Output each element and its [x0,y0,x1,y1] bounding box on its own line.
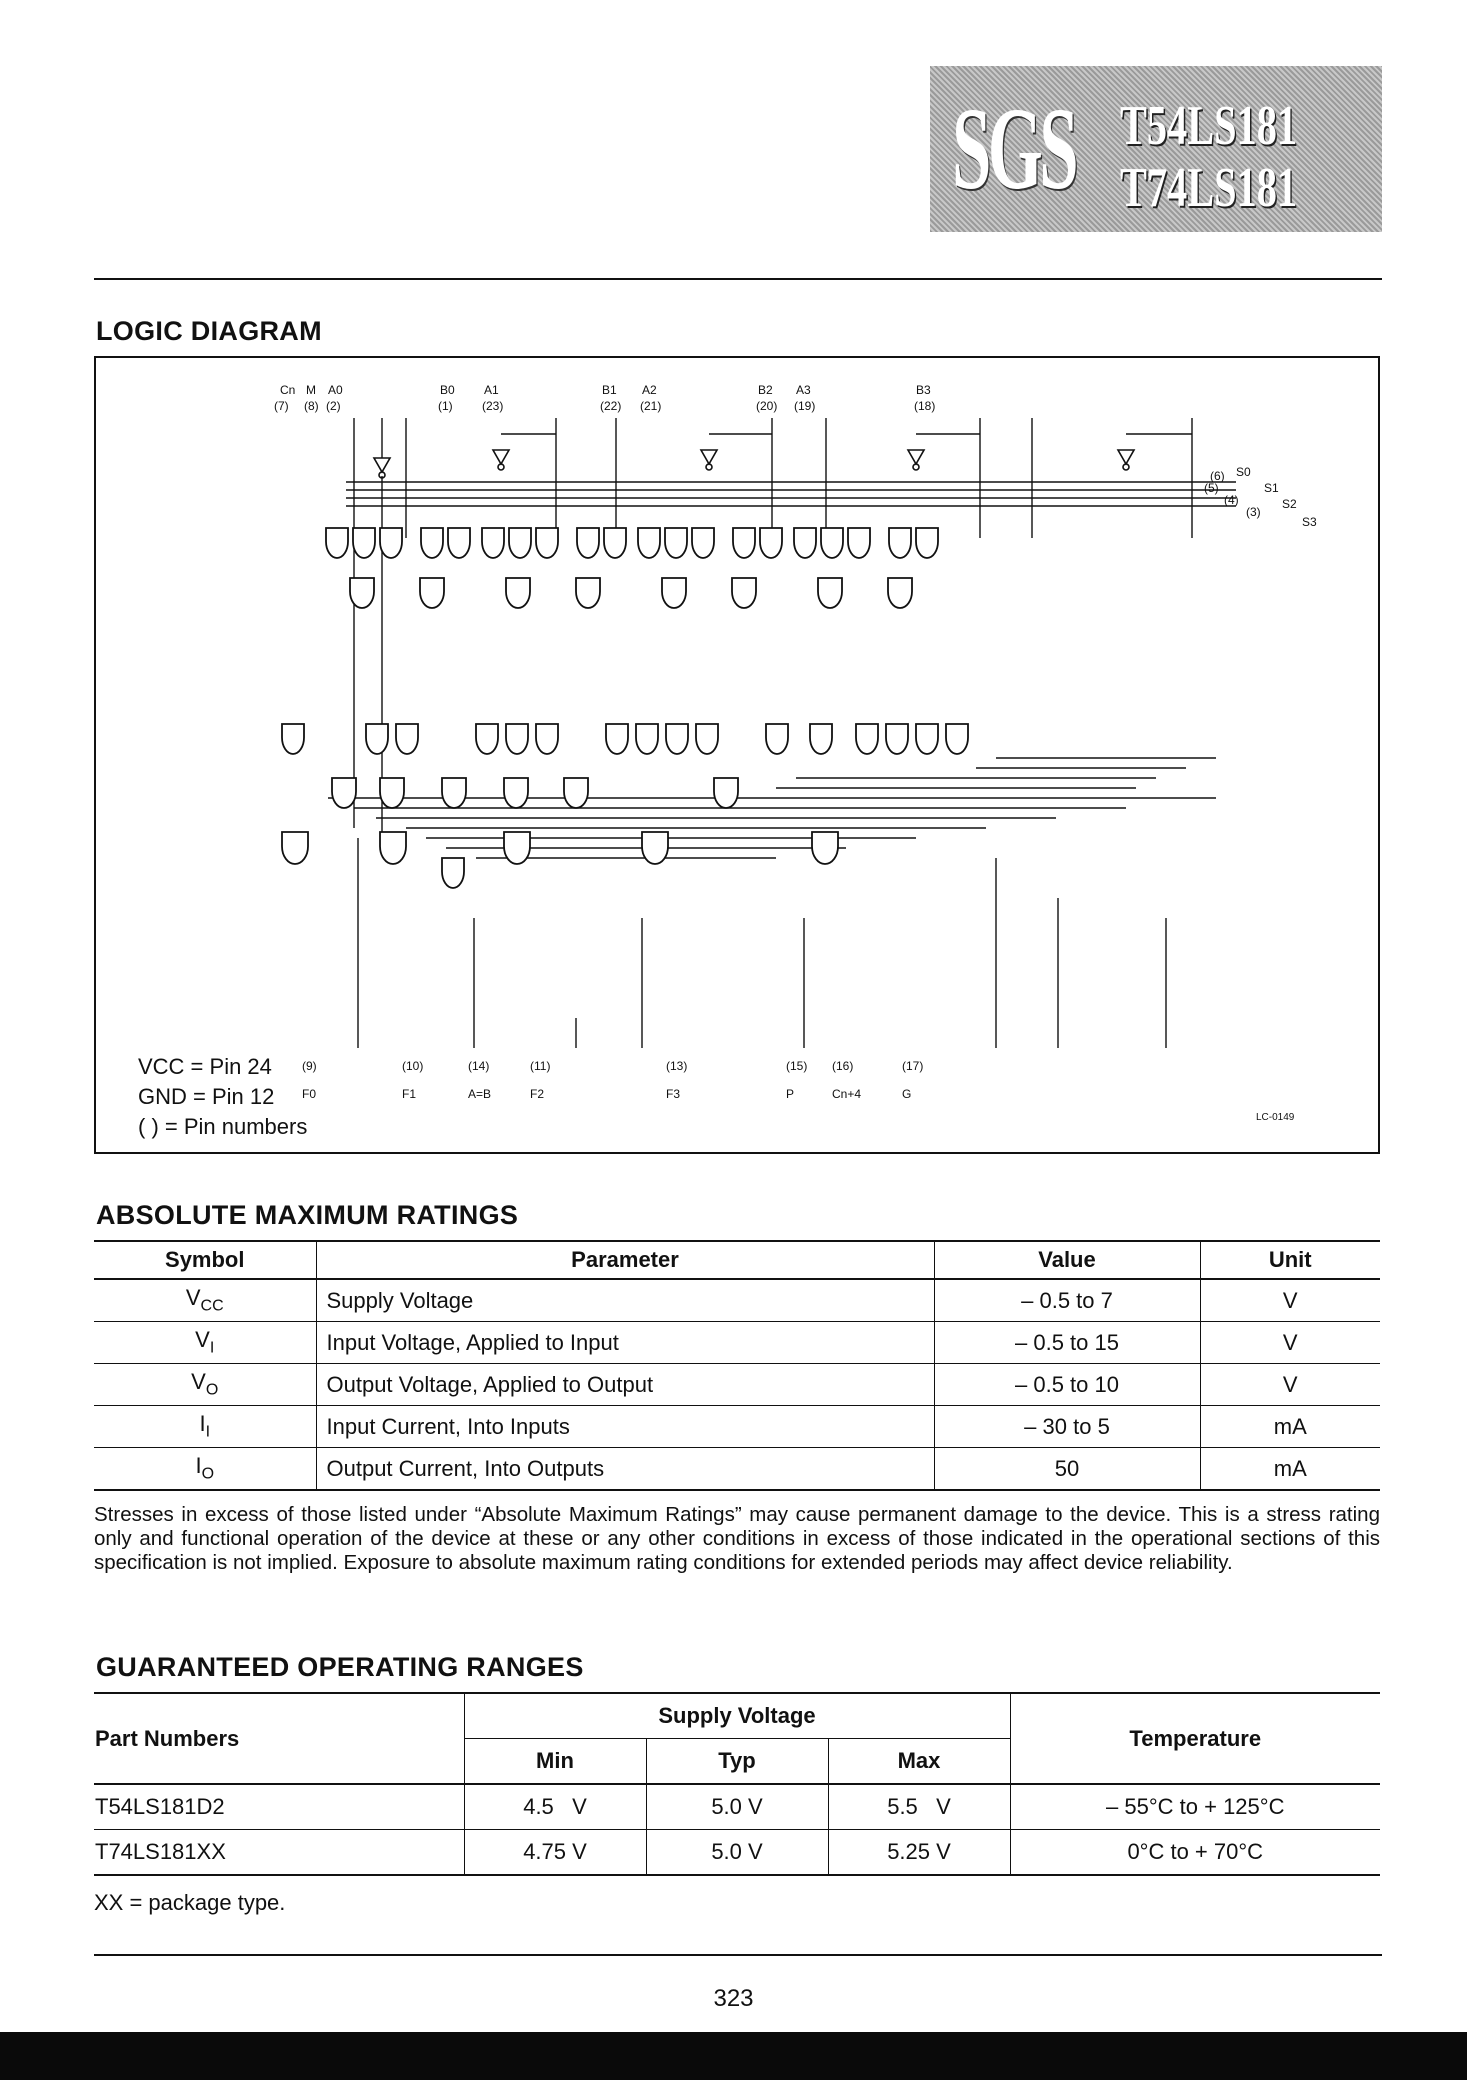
amr-parameter: Input Current, Into Inputs [316,1406,934,1448]
and-gate [638,528,660,558]
diagram-input-pin: (22) [600,399,622,413]
amr-symbol [94,1364,316,1406]
gor-col-typ: Typ [646,1739,828,1785]
and-gate [606,724,628,754]
and-gate [794,528,816,558]
and-gate [692,528,714,558]
diagram-input-label: B1 [602,383,617,397]
sgs-logo: SGS [952,83,1076,214]
diagram-output-pin: (17) [902,1059,924,1073]
and-gate [282,724,304,754]
diagram-input-pin: (19) [794,399,816,413]
and-gate [442,858,464,888]
and-gate [326,528,348,558]
table-row [94,1322,1380,1364]
gor-temp: 0°C to + 70°C [1010,1830,1380,1876]
diagram-output-pin: (15) [786,1059,808,1073]
part-number-t74: T74LS181 [1120,157,1298,219]
and-gate [760,528,782,558]
and-gate [733,528,755,558]
amr-value: – 0.5 to 15 [934,1322,1200,1364]
and-gate [889,528,911,558]
nor-gate [714,778,738,808]
diagram-output-label: G [902,1087,912,1101]
scan-bottom-bar [0,2032,1467,2080]
diagram-input-label: A2 [642,383,657,397]
select-name-s0: S0 [1236,465,1251,479]
amr-symbol-sub: O [201,1465,215,1483]
amr-parameter: Supply Voltage [316,1279,934,1322]
diagram-input-label: B3 [916,383,931,397]
logic-diagram-frame [94,356,1380,1154]
legend-pin-numbers: ( ) = Pin numbers [138,1114,308,1139]
amr-parameter: Input Voltage, Applied to Input [316,1322,934,1364]
gor-heading: GUARANTEED OPERATING RANGES [96,1652,584,1682]
amr-heading: ABSOLUTE MAXIMUM RATINGS [96,1200,519,1230]
and-gate [946,724,968,754]
gor-col-max: Max [828,1739,1010,1785]
select-name-s3: S3 [1302,515,1317,529]
gor-temp: – 55°C to + 125°C [1010,1784,1380,1830]
nor-gate [564,778,588,808]
gor-part: T54LS181D2 [95,1794,225,1819]
diagram-input-pin: (18) [914,399,936,413]
gor-col-temp: Temperature [1010,1693,1380,1784]
diagram-input-label: Cn [280,383,296,397]
select-pin-s2: (4) [1224,493,1239,507]
amr-symbol-sub: O [205,1381,219,1399]
legend-gnd: GND = Pin 12 [138,1084,275,1109]
nor-gate [818,578,842,608]
and-gate [821,528,843,558]
diagram-legend [138,1052,307,1142]
diagram-input-label: M [306,383,316,397]
xor-gate [282,832,308,864]
and-gate [636,724,658,754]
logic-diagram [96,358,1378,1152]
table-row [94,1406,1380,1448]
select-pin-s1: (5) [1204,481,1219,495]
diagram-input-label: B0 [440,383,455,397]
nor-gate [504,778,528,808]
nor-gate [576,578,600,608]
nor-gate [420,578,444,608]
and-gate [366,724,388,754]
and-gate [604,528,626,558]
amr-symbol [94,1322,316,1364]
amr-symbol-base: I [195,1453,202,1479]
and-gate [421,528,443,558]
and-gate [509,528,531,558]
package-footnote: XX = package type. [94,1890,286,1915]
diagram-output-pin: (13) [666,1059,688,1073]
nor-gate [350,578,374,608]
diagram-input-label: B2 [758,383,773,397]
gor-max: 5.5 V [828,1784,1010,1830]
amr-symbol-sub: I [209,1339,215,1357]
amr-col-symbol: Symbol [94,1241,316,1279]
xor-gate [504,832,530,864]
diagram-input-label: A3 [796,383,811,397]
select-name-s2: S2 [1282,497,1297,511]
diagram-input-pin: (7) [274,399,289,413]
figure-code: LC-0149 [1256,1112,1295,1123]
diagram-output-label: F0 [302,1087,317,1101]
amr-symbol-sub: CC [200,1297,224,1315]
gor-header-row-1 [94,1693,1380,1739]
nor-gate [332,778,356,808]
nor-gate [732,578,756,608]
gor-part: T74LS181XX [95,1839,226,1864]
diagram-output-pin: (11) [530,1059,551,1073]
amr-unit: V [1200,1322,1380,1364]
amr-symbol-base: I [199,1411,206,1437]
amr-symbol-base: V [185,1285,201,1311]
amr-col-value: Value [934,1241,1200,1279]
amr-header-row [94,1241,1380,1279]
amr-symbol [94,1406,316,1448]
logic-diagram-heading: LOGIC DIAGRAM [96,316,322,346]
diagram-output-pin: (16) [832,1059,854,1073]
and-gate [396,724,418,754]
table-row [94,1279,1380,1322]
gor-min: 4.75 V [464,1830,646,1876]
footer-rule [94,1954,1382,1956]
amr-symbol-base: V [195,1327,210,1353]
gor-table [94,1692,1380,1876]
page-number: 323 [713,1985,754,2012]
gor-max: 5.25 V [828,1830,1010,1876]
nor-gate [442,778,466,808]
nor-gate [506,578,530,608]
gor-col-part: Part Numbers [94,1693,464,1784]
diagram-output-label: Cn+4 [832,1087,862,1101]
diagram-input-pin: (8) [304,399,319,413]
header-rule [94,278,1382,280]
amr-col-unit: Unit [1200,1241,1380,1279]
and-gate [665,528,687,558]
gor-min: 4.5 V [464,1784,646,1830]
amr-value: – 0.5 to 7 [934,1279,1200,1322]
and-gate [536,528,558,558]
diagram-input-pin: (20) [756,399,778,413]
and-gate [810,724,832,754]
and-gate [666,724,688,754]
amr-value: – 30 to 5 [934,1406,1200,1448]
gor-col-supply: Supply Voltage [464,1693,1010,1739]
diagram-output-pin: (10) [402,1059,424,1073]
select-pin-s0: (6) [1210,469,1225,483]
xor-gate [642,832,668,864]
nor-gate [888,578,912,608]
gor-typ: 5.0 V [646,1830,828,1876]
and-gate [766,724,788,754]
nor-gate [380,778,404,808]
amr-value: – 0.5 to 10 [934,1364,1200,1406]
and-gate [476,724,498,754]
and-gate [380,528,402,558]
amr-unit: V [1200,1279,1380,1322]
amr-value: 50 [934,1448,1200,1491]
diagram-input-pin: (21) [640,399,662,413]
legend-vcc: VCC = Pin 24 [138,1054,272,1079]
amr-col-parameter: Parameter [316,1241,934,1279]
and-gate [696,724,718,754]
diagram-output-label: P [786,1087,795,1101]
diagram-input-label: A1 [484,383,499,397]
and-gate [916,528,938,558]
and-gate [577,528,599,558]
amr-note: Stresses in excess of those listed under “Absolute Maximum Ratings” may cause permanent damage to the device. This is a stress rating only and functional operation of the device at these or any other conditions in excess of those indicated in the operational sections of this specification is not implied. Exposure to absolute maximum rating conditions for extended periods may affect device reliability. [94,1503,1380,1574]
and-gate [848,528,870,558]
part-number-t54: T54LS181 [1120,95,1298,157]
xor-gate [812,832,838,864]
and-gate [886,724,908,754]
and-gate [448,528,470,558]
amr-table [94,1240,1380,1491]
diagram-output-pin: (14) [468,1059,490,1073]
diagram-input-pin: (2) [326,399,341,413]
diagram-input-pin: (23) [482,399,504,413]
diagram-input-label: A0 [328,383,343,397]
diagram-output-label: F2 [530,1087,545,1101]
and-gate [353,528,375,558]
amr-parameter: Output Voltage, Applied to Output [316,1364,934,1406]
amr-symbol [94,1279,316,1322]
table-row [94,1448,1380,1491]
amr-unit: V [1200,1364,1380,1406]
gor-typ: 5.0 V [646,1784,828,1830]
table-row [94,1364,1380,1406]
amr-symbol [94,1448,316,1491]
and-gate [536,724,558,754]
and-gate [482,528,504,558]
and-gate [916,724,938,754]
amr-symbol-base: V [191,1369,206,1395]
select-pin-s3: (3) [1246,505,1261,519]
table-row [94,1830,1380,1876]
xor-gate [380,832,406,864]
diagram-output-label: A=B [468,1087,492,1101]
nor-gate [662,578,686,608]
diagram-output-pin: (9) [302,1059,317,1073]
amr-parameter: Output Current, Into Outputs [316,1448,934,1491]
amr-symbol-sub: I [205,1423,211,1441]
and-gate [856,724,878,754]
diagram-output-label: F1 [402,1087,417,1101]
gor-col-min: Min [464,1739,646,1785]
amr-unit: mA [1200,1406,1380,1448]
select-name-s1: S1 [1264,481,1279,495]
and-gate [506,724,528,754]
table-row [94,1784,1380,1830]
amr-unit: mA [1200,1448,1380,1491]
diagram-output-label: F3 [666,1087,681,1101]
diagram-input-pin: (1) [438,399,453,413]
